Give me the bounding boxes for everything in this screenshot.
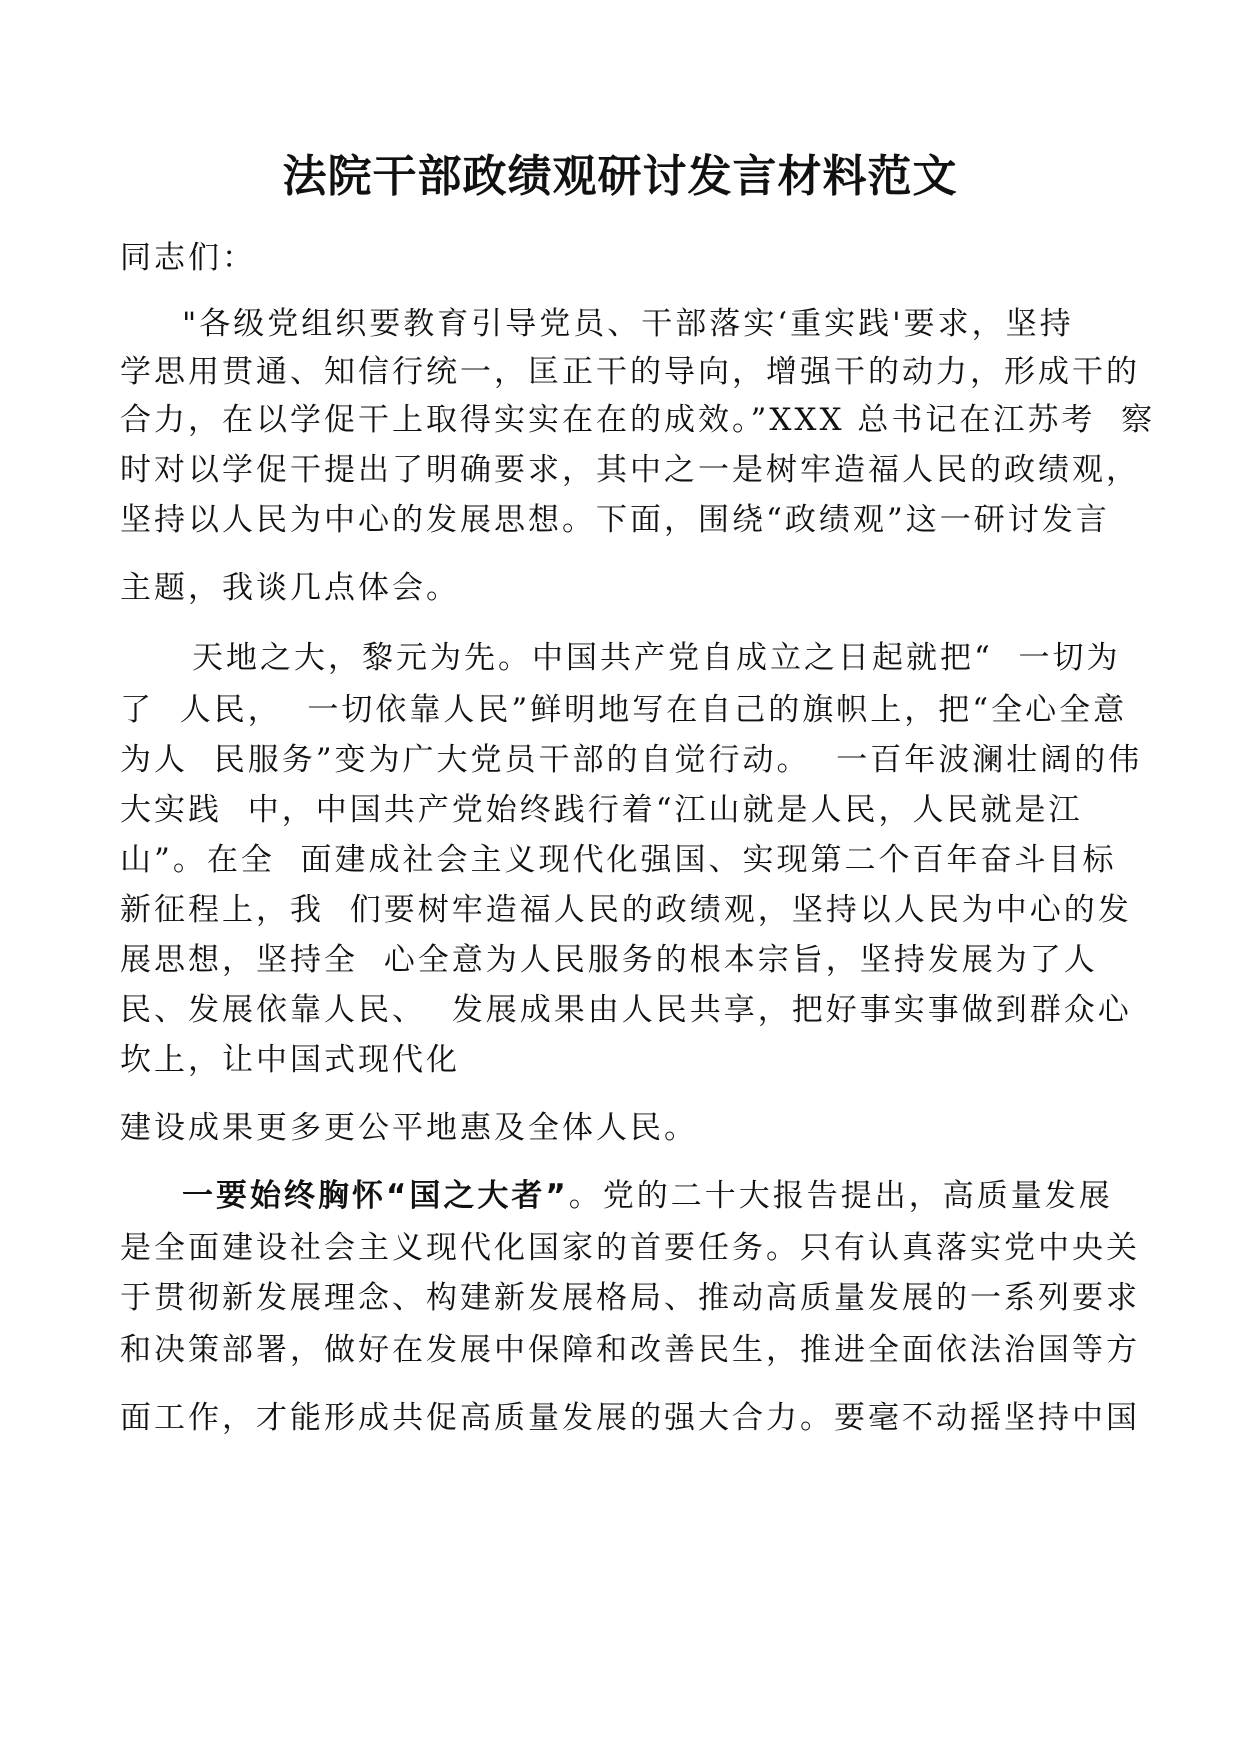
paragraph-line: 坚持以人民为中心的发展思想。下面，围绕“政绩观”这一研讨发言: [120, 502, 1110, 538]
paragraph-line: 合力，在以学促干上取得实实在在的成效。”XXX 总书记在江苏考 察: [120, 402, 1156, 438]
paragraph-line: "各级党组织要教育引导党员、干部落实‘重实践'要求，坚持: [182, 306, 1074, 342]
salutation: 同志们：: [120, 240, 256, 276]
paragraph-line: 了 人民， 一切依靠人民”鲜明地写在自己的旗帜上，把“全心全意: [120, 692, 1128, 728]
section-heading: 一要始终胸怀“国之大者”: [182, 1178, 569, 1214]
paragraph-line: 山”。在全 面建成社会主义现代化强国、实现第二个百年奋斗目标: [120, 842, 1117, 878]
paragraph-line: 新征程上，我 们要树牢造福人民的政绩观，坚持以人民为中心的发: [120, 892, 1132, 928]
paragraph-line: 于贯彻新发展理念、构建新发展格局、推动高质量发展的一系列要求: [120, 1280, 1140, 1316]
paragraph-line: 是全面建设社会主义现代化国家的首要任务。只有认真落实党中央关: [120, 1230, 1140, 1266]
paragraph-line: 和决策部署，做好在发展中保障和改善民生，推进全面依法治国等方: [120, 1332, 1140, 1368]
paragraph-line-rest: 。党的二十大报告提出，高质量发展: [568, 1178, 1113, 1214]
paragraph-first-line: [182, 1176, 1113, 1216]
paragraph-line: 学思用贯通、知信行统一，匡正干的导向，增强干的动力，形成干的: [120, 354, 1140, 390]
paragraph-line: 民、发展依靠人民、 发展成果由人民共享，把好事实事做到群众心: [120, 992, 1132, 1028]
paragraph-line: 面工作，才能形成共促高质量发展的强大合力。要毫不动摇坚持中国: [120, 1400, 1140, 1436]
paragraph-line: 时对以学促干提出了明确要求，其中之一是树牢造福人民的政绩观，: [120, 452, 1140, 488]
document-title: 法院干部政绩观研讨发言材料范文: [282, 151, 958, 202]
paragraph-line: 天地之大，黎元为先。中国共产党自成立之日起就把“ 一切为: [192, 640, 1121, 676]
paragraph-line: 坎上，让中国式现代化: [120, 1042, 460, 1078]
paragraph-line: 展思想，坚持全 心全意为人民服务的根本宗旨，坚持发展为了人: [120, 942, 1098, 978]
paragraph-line: 主题，我谈几点体会。: [120, 570, 460, 606]
paragraph-line: 为人 民服务”变为广大党员干部的自觉行动。 一百年波澜壮阔的伟: [120, 742, 1143, 778]
paragraph-line: 建设成果更多更公平地惠及全体人民。: [120, 1110, 698, 1146]
paragraph-line: 大实践 中，中国共产党始终践行着“江山就是人民，人民就是江: [120, 792, 1083, 828]
